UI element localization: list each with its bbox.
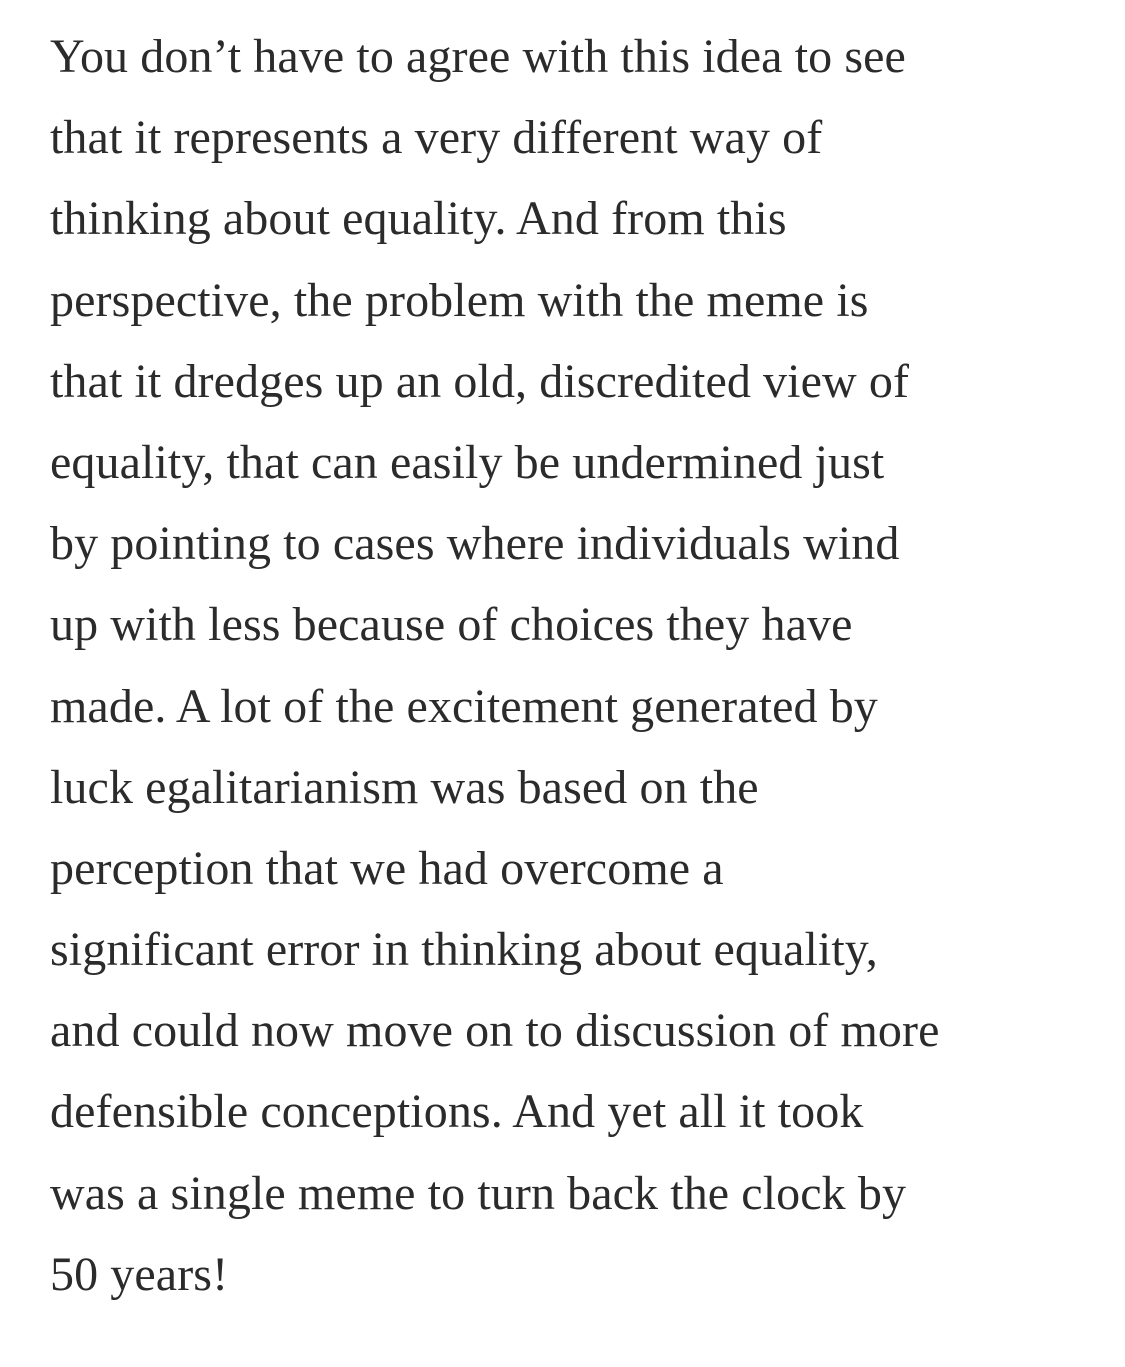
paragraph-line: significant error in thinking about equality, (50, 923, 878, 977)
paragraph-line: luck egalitarianism was based on the (50, 760, 759, 814)
paragraph-line: perspective, the problem with the meme is (50, 273, 869, 327)
paragraph-line: You don’t have to agree with this idea to see (50, 30, 906, 83)
paragraph-line: 50 years! (50, 1247, 229, 1301)
paragraph-line: up with less because of choices they have (50, 598, 853, 652)
paragraph-line: that it dredges up an old, discredited view of (50, 354, 910, 408)
paragraph-line: that it represents a very different way of (50, 111, 823, 165)
paragraph-line: by pointing to cases where individuals wind (50, 517, 900, 571)
paragraph-line: made. A lot of the excitement generated by (50, 679, 878, 733)
paragraph-line: defensible conceptions. And yet all it took (50, 1085, 864, 1139)
paragraph-line: thinking about equality. And from this (50, 192, 787, 246)
paragraph-line: and could now move on to discussion of more (50, 1004, 940, 1058)
paragraph-line: was a single meme to turn back the clock by (50, 1166, 907, 1220)
paragraph-line: perception that we had overcome a (50, 841, 724, 895)
article-paragraph (50, 16, 1090, 1315)
paragraph-line: equality, that can easily be undermined just (50, 435, 885, 489)
